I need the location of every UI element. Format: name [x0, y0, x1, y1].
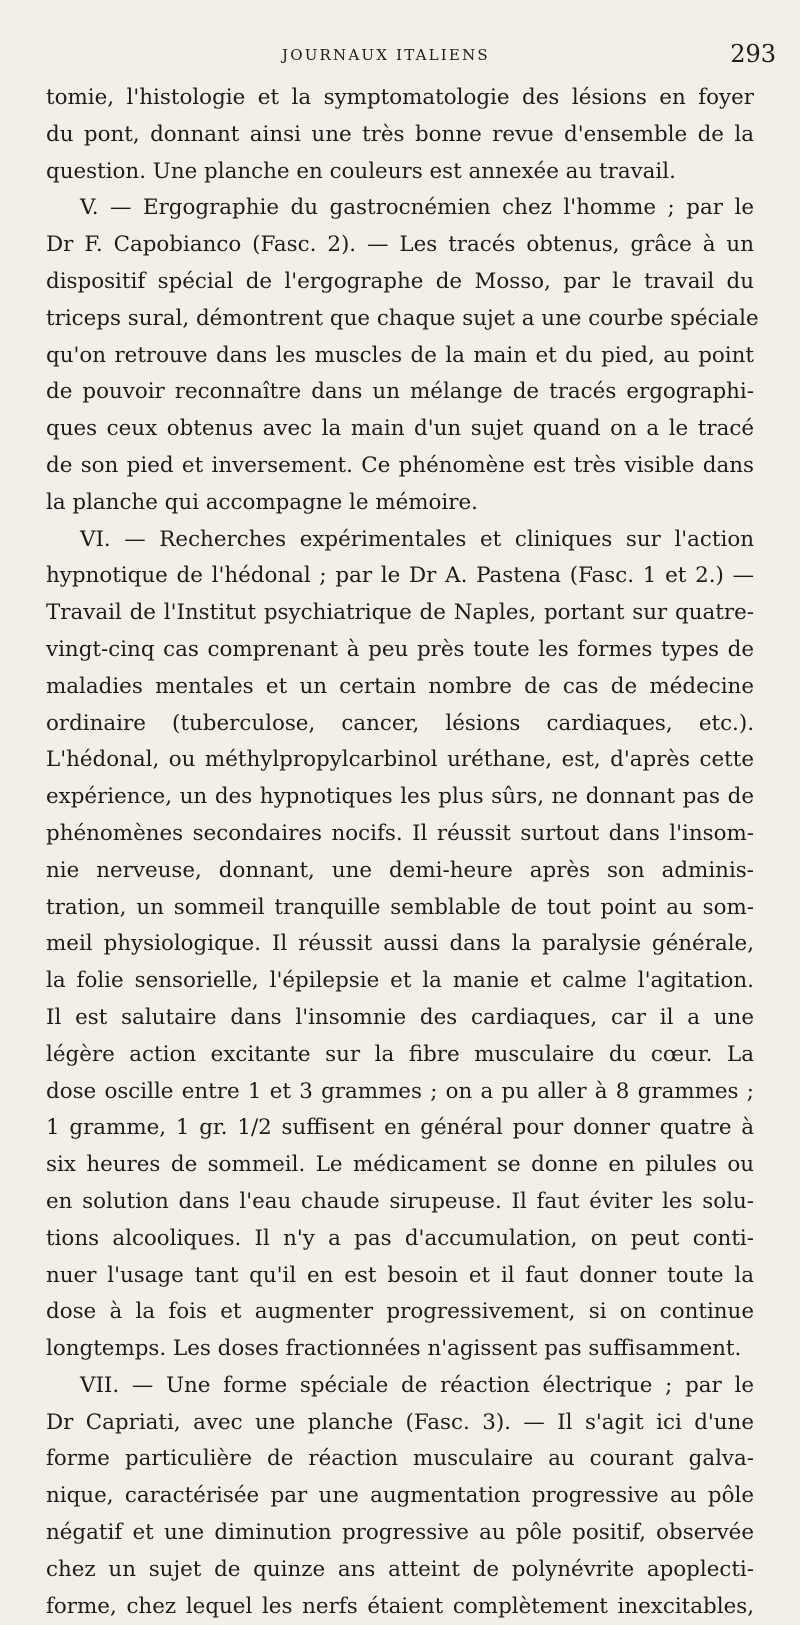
text-line: forme, chez lequel les nerfs étaient complètement inexcitables, — [46, 1593, 754, 1619]
text-line: de pouvoir reconnaître dans un mélange de tracés ergographi- — [46, 379, 754, 405]
text-line: ordinaire (tuberculose, cancer, lésions cardiaques, etc.). — [46, 710, 754, 736]
text-line: qu'on retrouve dans les muscles de la main et du pied, au point — [46, 342, 754, 368]
text-line: six heures de sommeil. Le médicament se donne en pilules ou — [46, 1152, 754, 1178]
running-title: JOURNAUX ITALIENS — [282, 46, 490, 64]
text-line: maladies mentales et un certain nombre de cas de médecine — [46, 673, 754, 699]
text-line: triceps sural, démontrent que chaque sujet a une courbe spéciale — [46, 305, 759, 331]
body-text — [46, 80, 759, 1625]
text-line: meil physiologique. Il réussit aussi dans la paralysie générale, — [46, 931, 754, 957]
text-line: négatif et une diminution progressive au pôle positif, observée — [46, 1520, 754, 1546]
text-line: 1 gramme, 1 gr. 1/2 suffisent en général pour donner quatre à — [46, 1115, 754, 1141]
text-line: chez un sujet de quinze ans atteint de polynévrite apoplecti- — [46, 1556, 754, 1582]
text-line: VII. — Une forme spéciale de réaction électrique ; par le — [80, 1372, 754, 1398]
text-line: de son pied et inversement. Ce phénomène est très visible dans — [46, 452, 754, 478]
text-line: dose à la fois et augmenter progressivement, si on continue — [46, 1299, 754, 1325]
text-line: Dr Capriati, avec une planche (Fasc. 3). — Il s'agit ici d'une — [46, 1409, 754, 1435]
text-line: légère action excitante sur la fibre musculaire du cœur. La — [46, 1041, 754, 1067]
text-line: dispositif spécial de l'ergographe de Mosso, par le travail du — [46, 268, 754, 294]
text-line: la planche qui accompagne le mémoire. — [46, 489, 478, 515]
text-line: du pont, donnant ainsi une très bonne revue d'ensemble de la — [46, 121, 754, 147]
text-line: question. Une planche en couleurs est annexée au travail. — [46, 158, 676, 184]
text-line: expérience, un des hypnotiques les plus sûrs, ne donnant pas de — [46, 784, 754, 810]
text-line: V. — Ergographie du gastrocnémien chez l'homme ; par le — [80, 195, 754, 221]
text-line: Il est salutaire dans l'insomnie des cardiaques, car il a une — [46, 1004, 754, 1030]
text-line: tions alcooliques. Il n'y a pas d'accumulation, on peut conti- — [46, 1225, 754, 1251]
running-head — [0, 40, 800, 70]
text-line: tomie, l'histologie et la symptomatologie des lésions en foyer — [46, 85, 754, 110]
text-line: Travail de l'Institut psychiatrique de Naples, portant sur quatre- — [46, 600, 754, 626]
text-line: nuer l'usage tant qu'il en est besoin et il faut donner toute la — [46, 1262, 754, 1288]
text-line: longtemps. Les doses fractionnées n'agissent pas suffisamment. — [46, 1336, 742, 1362]
text-line: Dr F. Capobianco (Fasc. 2). — Les tracés obtenus, grâce à un — [46, 232, 754, 258]
text-line: nique, caractérisée par une augmentation progressive au pôle — [46, 1483, 754, 1509]
text-line: L'hédonal, ou méthylpropylcarbinol uréthane, est, d'après cette — [46, 747, 754, 773]
text-line: hypnotique de l'hédonal ; par le Dr A. Pastena (Fasc. 1 et 2.) — — [46, 563, 754, 589]
text-line: tration, un sommeil tranquille semblable de tout point au som- — [46, 894, 754, 920]
text-line: forme particulière de réaction musculaire au courant galva- — [46, 1446, 754, 1472]
text-line: en solution dans l'eau chaude sirupeuse. Il faut éviter les solu- — [46, 1188, 754, 1214]
text-line: VI. — Recherches expérimentales et cliniques sur l'action — [80, 526, 754, 552]
text-line: phénomènes secondaires nocifs. Il réussit surtout dans l'insom- — [46, 820, 754, 846]
text-line: vingt-cinq cas comprenant à peu près toute les formes types de — [46, 636, 754, 662]
text-line: ques ceux obtenus avec la main d'un sujet quand on a le tracé — [46, 416, 754, 442]
page-number: 293 — [730, 40, 776, 68]
text-line: nie nerveuse, donnant, une demi-heure après son adminis- — [46, 857, 754, 883]
text-line: dose oscille entre 1 et 3 grammes ; on a pu aller à 8 grammes ; — [46, 1078, 754, 1104]
text-line: la folie sensorielle, l'épilepsie et la manie et calme l'agitation. — [46, 968, 754, 994]
